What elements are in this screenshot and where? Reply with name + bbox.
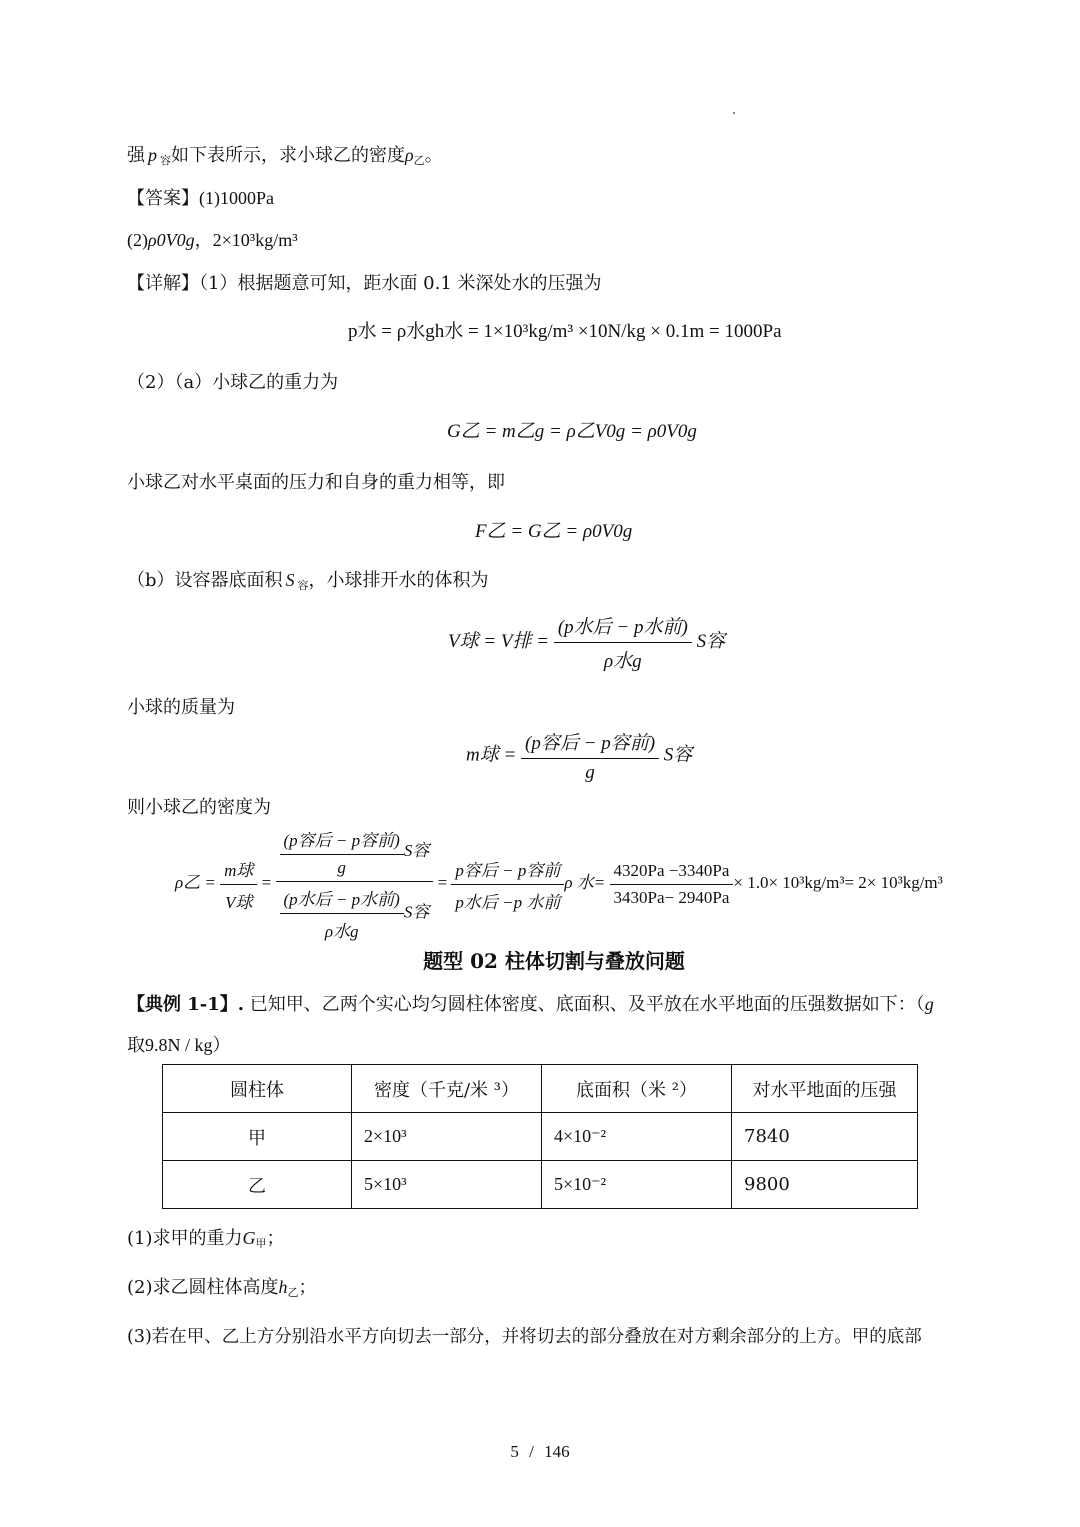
density-text: 则小球乙的密度为 <box>127 797 271 818</box>
table-cell: 甲 <box>163 1113 352 1161</box>
example-cont-line: 取9.8N / kg） <box>127 1035 231 1055</box>
equation-force: F乙 = G乙 = ρ0V0g <box>475 521 633 542</box>
example-line: 【典例 1-1】. 已知甲、乙两个实心均匀圆柱体密度、底面积、及平放在水平地面的压强数据如下：（g <box>127 994 934 1015</box>
page-number: 5 / 146 <box>510 1442 570 1461</box>
table-header-cell: 圆柱体 <box>163 1065 352 1113</box>
question-3: (3)若在甲、乙上方分别沿水平方向切去一部分，并将切去的部分叠放在对方剩余部分的上方。甲的底部 <box>127 1327 922 1347</box>
pressure-text: 小球乙对水平桌面的压力和自身的重力相等，即 <box>127 472 505 493</box>
equation-gravity: G乙 = m乙g = ρ乙V0g = ρ0V0g <box>447 421 697 442</box>
stray-dot <box>733 112 735 114</box>
mass-text: 小球的质量为 <box>127 697 235 718</box>
answer-line-2: (2)ρ0V0g，2×10³kg/m³ <box>127 230 298 250</box>
table-cell: 4×10⁻² <box>542 1113 732 1161</box>
table-cell: 9800 <box>732 1161 918 1209</box>
part-2b-line: （b）设容器底面积 S $_容$，小球排开水的体积为 <box>127 570 489 592</box>
answer-line-1: 【答案】(1)1000Pa <box>127 188 274 209</box>
data-table <box>162 1064 918 1209</box>
table-header-row <box>163 1065 918 1113</box>
equation-water-pressure: p水 = ρ水gh水 = 1×10³kg/m³ ×10N/kg × 0.1m = 1000Pa <box>348 321 782 342</box>
question-1: (1)求甲的重力$G_甲$； <box>127 1228 285 1250</box>
table-header-cell: 对水平地面的压强 <box>732 1065 918 1113</box>
table-header-cell: 底面积（米 ²） <box>542 1065 732 1113</box>
table-cell: 乙 <box>163 1161 352 1209</box>
equation-volume: V球 = V排 = $\frac{\text{(p水后 − p水前)}}{\text{ρ水g}}$ S容 <box>448 612 725 673</box>
table-header-cell: 密度（千克/米 ³） <box>352 1065 542 1113</box>
table-row <box>163 1161 918 1209</box>
table-cell: 5×10³ <box>352 1161 542 1209</box>
equation-mass: m球 = $\frac{\text{(p容后 − p容前)}}{g}$ S容 <box>466 728 692 784</box>
section-heading: 题型 02 柱体切割与叠放问题 <box>423 949 685 973</box>
part-2a-line: （2）（a）小球乙的重力为 <box>127 372 339 393</box>
question-2: (2)求乙圆柱体高度$h_乙$； <box>127 1277 317 1299</box>
table-cell: 5×10⁻² <box>542 1161 732 1209</box>
table-row <box>163 1113 918 1161</box>
detail-line: 【详解】（1）根据题意可知，距水面 0.1 米深处水的压强为 <box>127 273 602 294</box>
equation-density: ρ乙 = $\frac{\text{m球}}{\text{V球}}$ = $\frac{\text{(p容后 − p容前)}}{g}$ S容 $\frac{\text{(p水后 − p水前)}}{\text{ρ水g}}$ S容 = $\frac{\text{p容后 − p容前}}{\text{p水后 −p 水前}}$ ρ 水= $\frac{4320Pa -3340Pa}{3430Pa- 2940Pa}$ × 1.0× 10³kg/m³= 2× 10³kg/m³ <box>175 826 943 942</box>
intro-line: 强 p $_容$如下表所示，求小球乙的密度$\rho_乙$。 <box>127 145 443 167</box>
table-cell: 2×10³ <box>352 1113 542 1161</box>
table-cell: 7840 <box>732 1113 918 1161</box>
